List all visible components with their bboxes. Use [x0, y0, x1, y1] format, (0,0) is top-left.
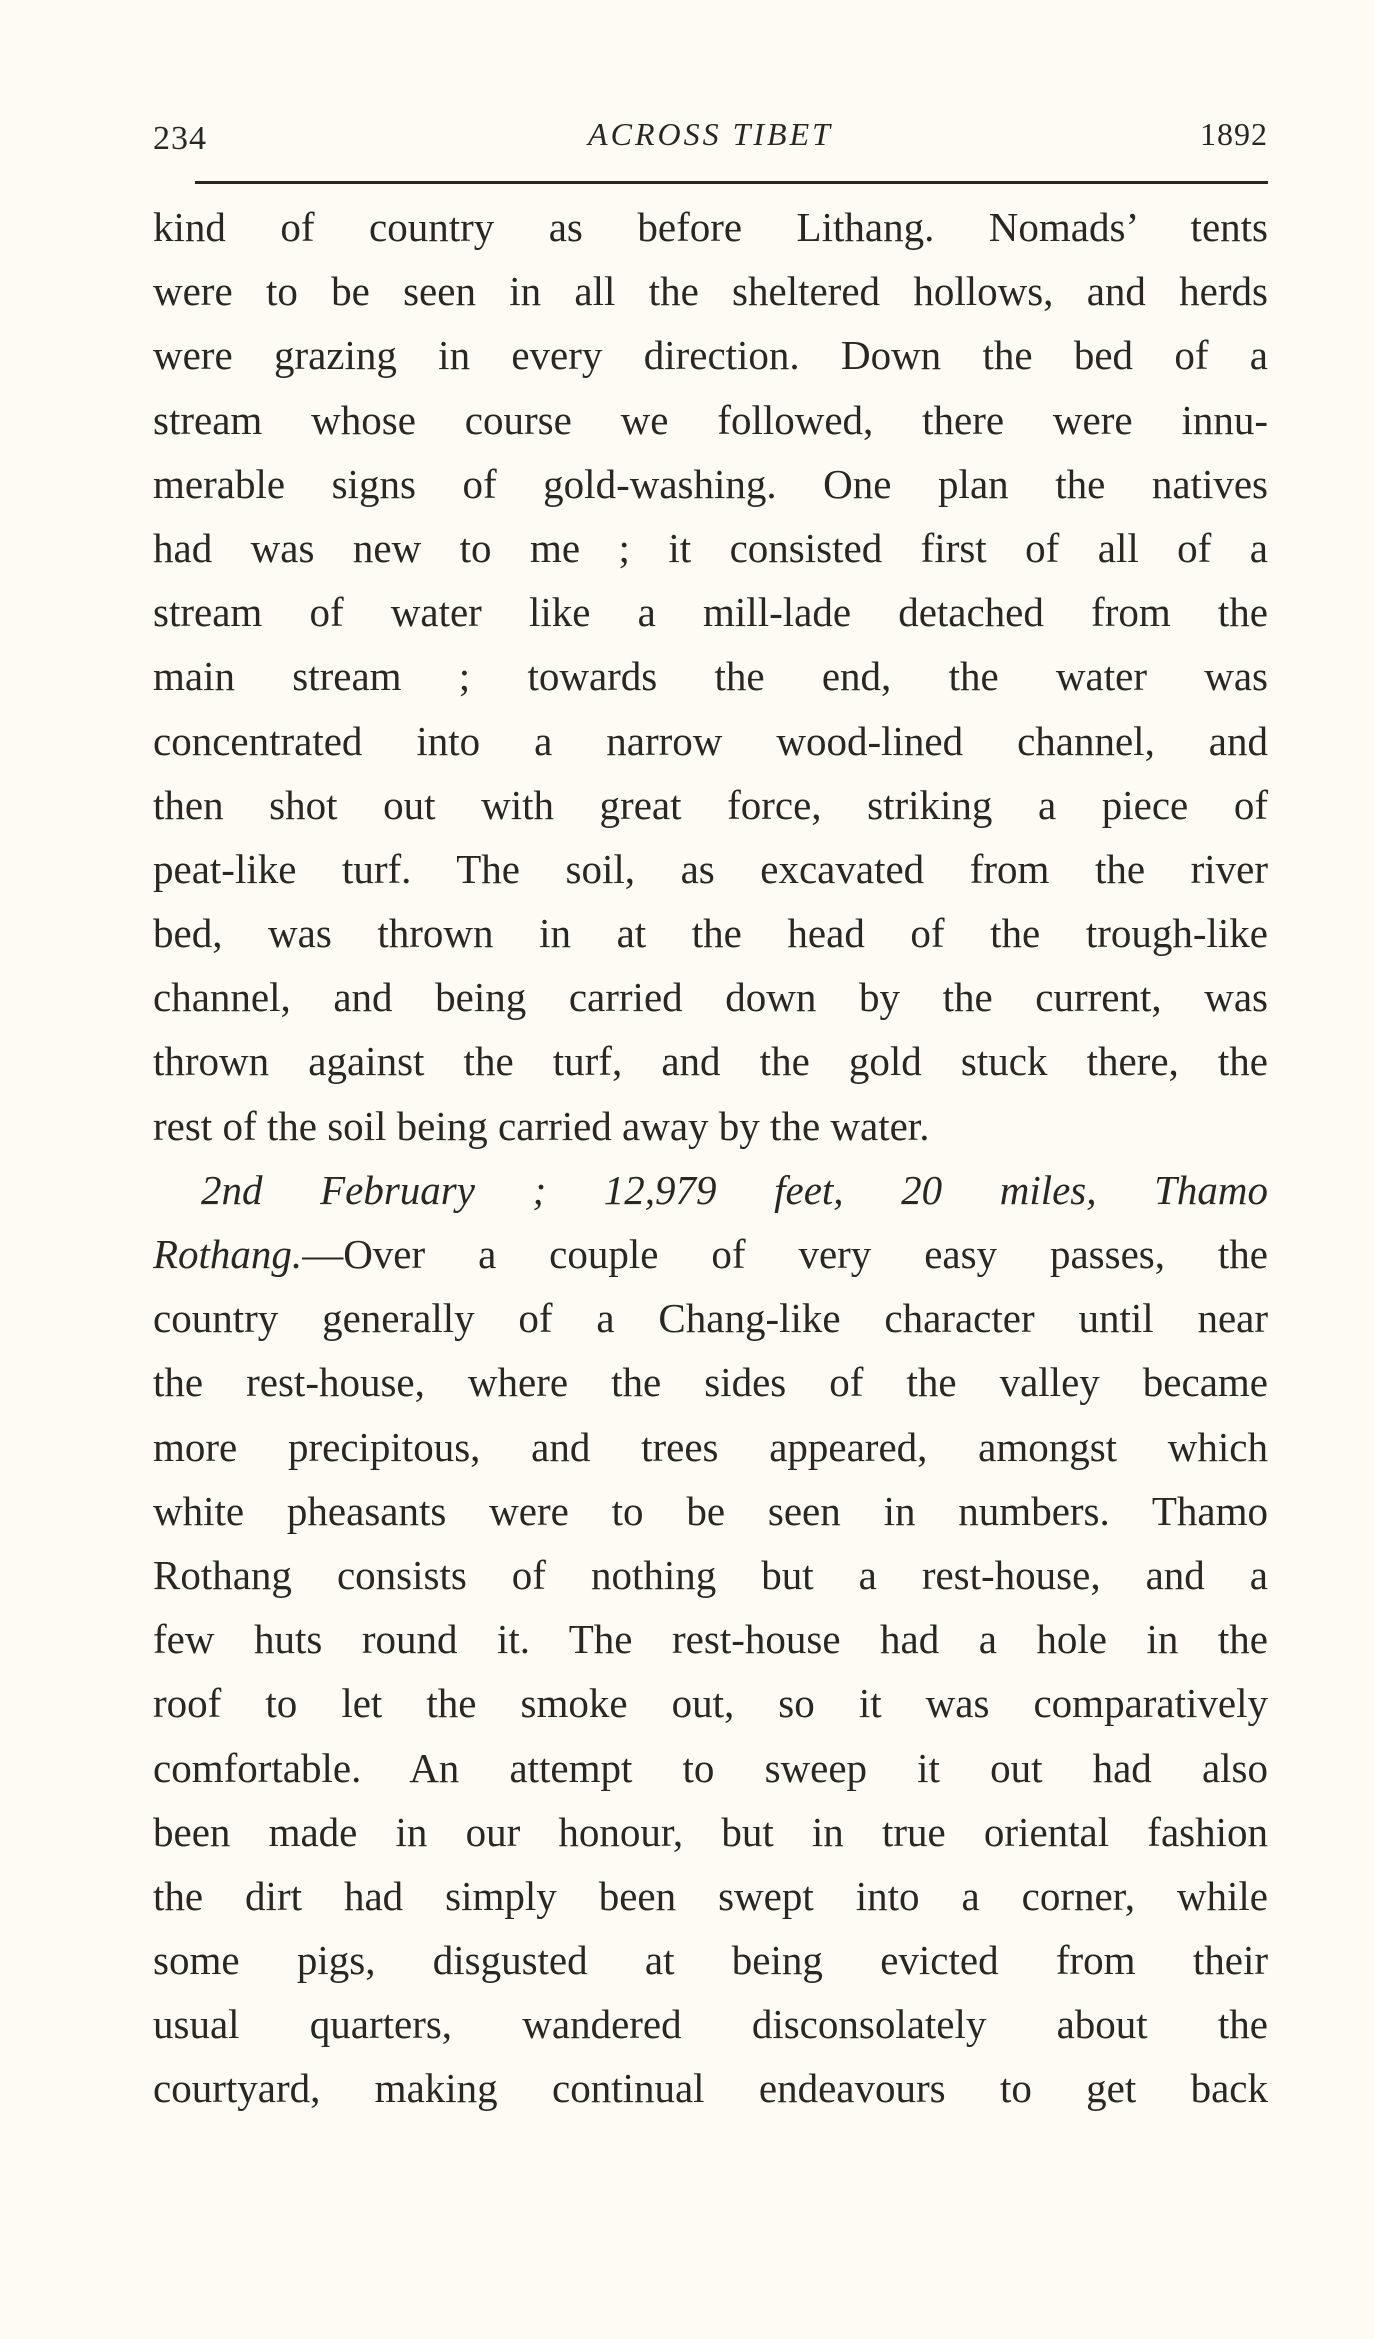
text-line: were grazing in every direction. Down the bed of a: [153, 332, 1268, 379]
header-year: 1892: [1200, 116, 1268, 152]
entry-text: —Over a couple of very easy passes, the: [302, 1231, 1268, 1277]
text-line: more precipitous, and trees appeared, amongst which: [153, 1423, 1268, 1470]
text-line: then shot out with great force, striking a piece of: [153, 781, 1268, 828]
entry-place-name: Rothang.: [153, 1231, 303, 1277]
text-line: main stream ; towards the end, the water was: [153, 653, 1268, 700]
header-rule: [195, 181, 1268, 184]
text-line: thrown against the turf, and the gold stuck there, the: [153, 1038, 1268, 1085]
text-line: stream whose course we followed, there were innu-: [153, 396, 1268, 443]
text-line: stream of water like a mill-lade detached from the: [153, 589, 1268, 636]
text-line: channel, and being carried down by the current, was: [153, 974, 1268, 1021]
text-line: some pigs, disgusted at being evicted from their: [153, 1937, 1268, 1984]
entry-heading: 2nd February ; 12,979 feet, 20 miles, Thamo: [201, 1166, 1268, 1213]
text-line: courtyard, making continual endeavours to get back: [153, 2065, 1268, 2112]
text-line: been made in our honour, but in true oriental fashion: [153, 1808, 1268, 1855]
text-line: few huts round it. The rest-house had a hole in the: [153, 1616, 1268, 1663]
text-line: kind of country as before Lithang. Nomads’ tents: [153, 204, 1268, 250]
text-line: white pheasants were to be seen in numbers. Thamo: [153, 1487, 1268, 1534]
text-line: country generally of a Chang-like character until near: [153, 1295, 1268, 1342]
running-header: [153, 108, 1268, 168]
page-number: 234: [153, 120, 207, 157]
text-line: comfortable. An attempt to sweep it out had also: [153, 1744, 1268, 1791]
text-line: were to be seen in all the sheltered hollows, and herds: [153, 268, 1268, 315]
text-line: roof to let the smoke out, so it was comparatively: [153, 1680, 1268, 1727]
text-line: peat-like turf. The soil, as excavated from the river: [153, 845, 1268, 892]
body-text: [153, 195, 1268, 2121]
running-title: ACROSS TIBET: [588, 116, 833, 152]
text-line: concentrated into a narrow wood-lined channel, and: [153, 717, 1268, 764]
entry-heading-continuation: [153, 1222, 1268, 1286]
text-line: the dirt had simply been swept into a corner, while: [153, 1872, 1268, 1919]
text-line: Rothang consists of nothing but a rest-house, and a: [153, 1551, 1268, 1598]
text-line: rest of the soil being carried away by the water.: [153, 1102, 930, 1149]
text-line: bed, was thrown in at the head of the trough-like: [153, 910, 1268, 957]
text-line: merable signs of gold-washing. One plan the natives: [153, 460, 1268, 507]
text-line: usual quarters, wandered disconsolately about the: [153, 2001, 1268, 2048]
text-line: had was new to me ; it consisted first of all of a: [153, 524, 1268, 571]
text-line: the rest-house, where the sides of the valley became: [153, 1359, 1268, 1406]
